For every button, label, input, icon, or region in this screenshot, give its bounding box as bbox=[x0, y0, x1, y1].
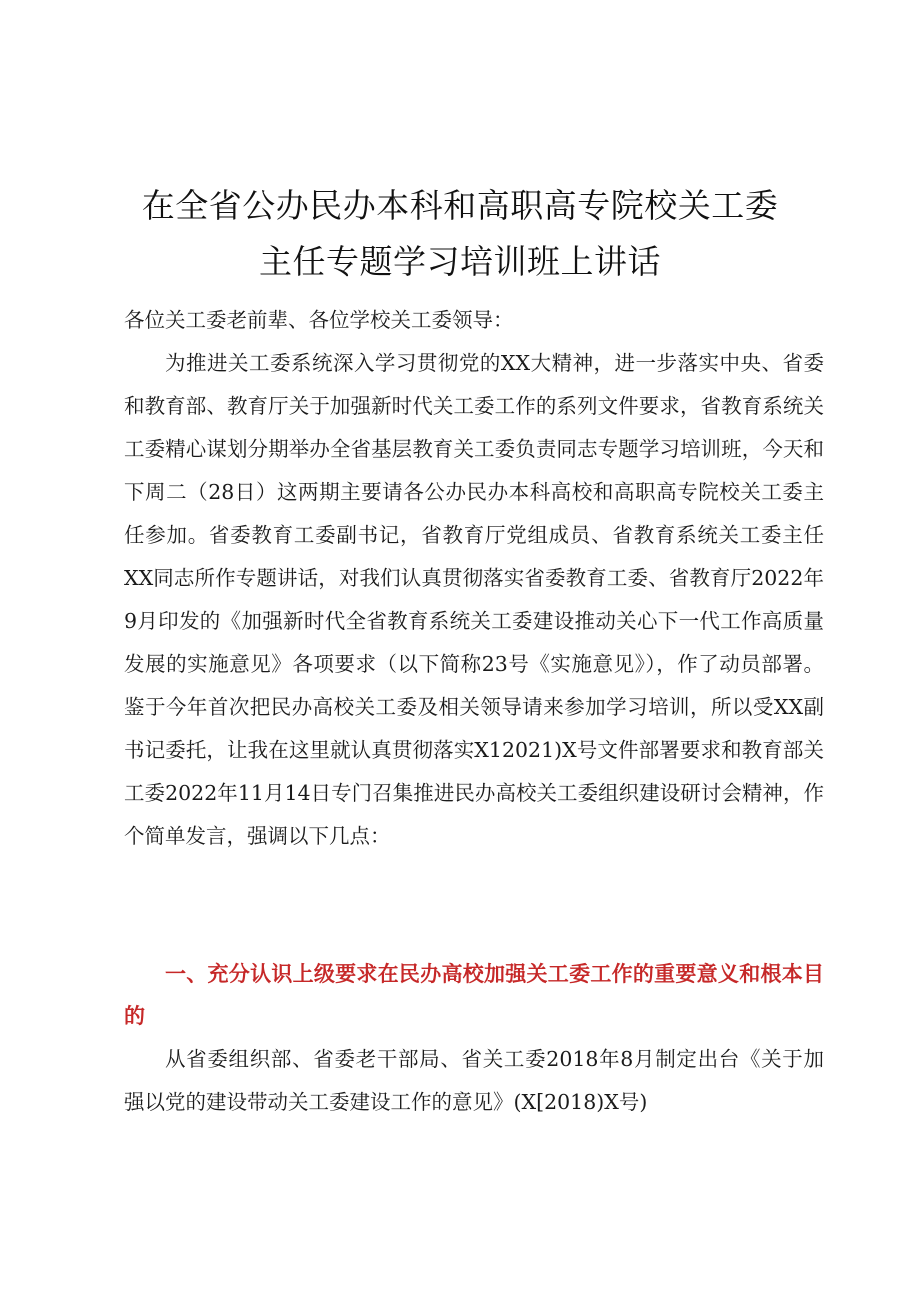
title-line-1: 在全省公办民办本科和高职高专院校关工委 bbox=[141, 186, 779, 225]
salutation: 各位关工委老前辈、各位学校关工委领导： bbox=[124, 308, 514, 332]
paragraph-section-1: 从省委组织部、省委老干部局、省关工委2018年8月制定出台《关于加强以党的建设带动关工委建设工作的意见》(X[2018)X号) bbox=[124, 1047, 824, 1114]
document-title bbox=[100, 178, 820, 290]
section-heading-1: 一、充分认识上级要求在民办高校加强关工委工作的重要意义和根本目的 bbox=[124, 962, 824, 1028]
title-line-2: 主任专题学习培训班上讲话 bbox=[259, 242, 661, 281]
paragraph-intro: 为推进关工委系统深入学习贯彻党的XX大精神，进一步落实中央、省委和教育部、教育厅关于加强新时代关工委工作的系列文件要求，省教育系统关工委精心谋划分期举办全省基层教育关工委负责同志专题学习培训班，今天和下周二（28日）这两期主要请各公办民办本科高校和高职高专院校关工委主任参加。省委教育工委副书记，省教育厅党组成员、省教育系统关工委主任XX同志所作专题讲话，对我们认真贯彻落实省委教育工委、省教育厅2022年9月印发的《加强新时代全省教育系统关工委建设推动关心下一代工作高质量发展的实施意见》各项要求（以下简称23号《实施意见》），作了动员部署。鉴于今年首次把民办高校关工委及相关领导请来参加学习培训，所以受XX副书记委托，让我在这里就认真贯彻落实X12021)X号文件部署要求和教育部关工委2022年11月14日专门召集推进民办高校关工委组织建设研讨会精神，作个简单发言，强调以下几点： bbox=[124, 351, 824, 848]
